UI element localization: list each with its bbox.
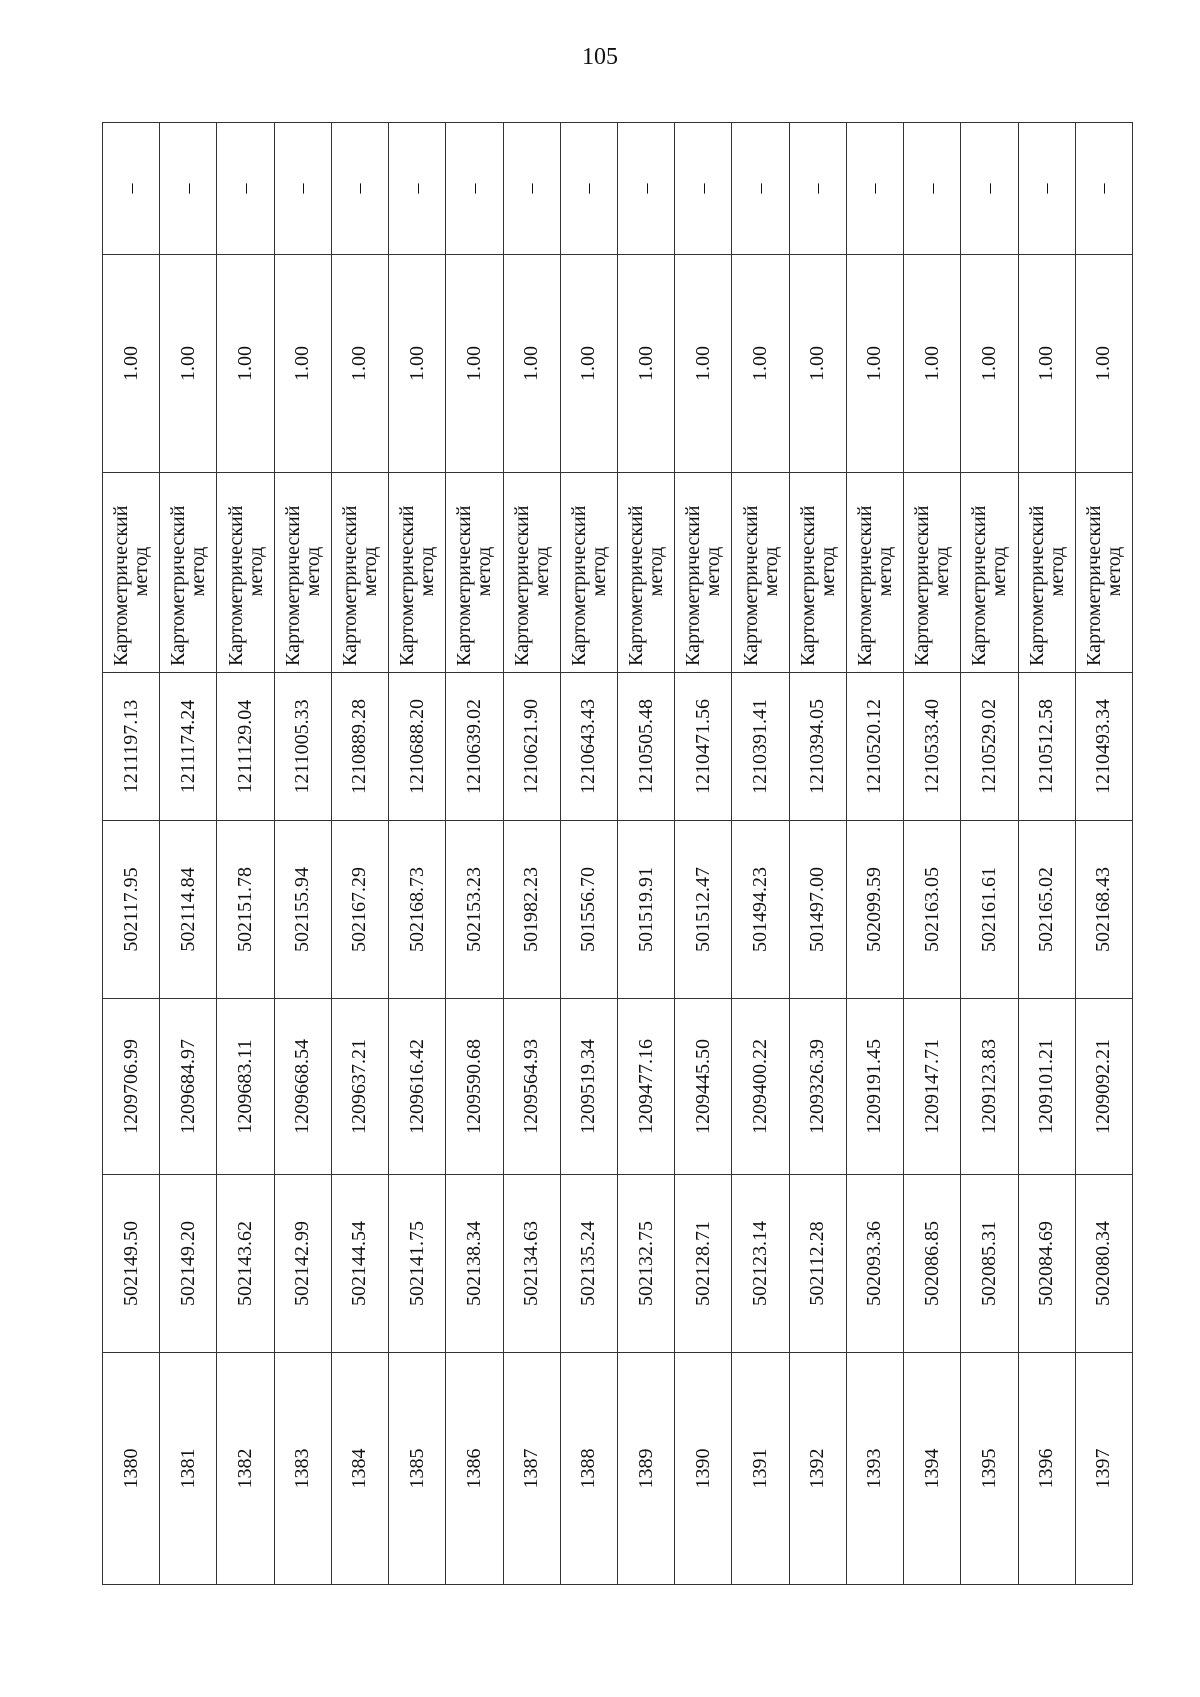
y-coordinate-cell: 1209590.68 [446,999,503,1175]
x-coordinate-cell: 502112.28 [789,1175,846,1353]
method-label-line2: метод [244,546,267,597]
x-coordinate-cell: 502086.85 [904,1175,961,1353]
method-label-line1: Картометрический [682,505,705,666]
method-label-line1: Картометрический [968,505,991,666]
note-cell: – [103,123,160,255]
y-coordinate-cell: 1209445.50 [675,999,732,1175]
method-label-line2: метод [530,546,553,597]
method-label-line1: Картометрический [796,505,819,666]
method-cell [217,473,274,673]
method-label-line2: метод [759,546,782,597]
y-coordinate-2-cell: 1210621.90 [503,673,560,821]
x-coordinate-cell: 502144.54 [331,1175,388,1353]
y-coordinate-cell: 1209683.11 [217,999,274,1175]
x-coordinate-2-cell: 502165.02 [1018,821,1075,999]
x-coordinate-cell: 502141.75 [389,1175,446,1353]
method-cell [961,473,1018,673]
table-row [1075,123,1132,1585]
note-cell: – [904,123,961,255]
point-number-cell: 1381 [160,1353,217,1585]
x-coordinate-cell: 502149.50 [103,1175,160,1353]
table-row [274,123,331,1585]
x-coordinate-2-cell: 502163.05 [904,821,961,999]
y-coordinate-cell: 1209519.34 [560,999,617,1175]
y-coordinate-2-cell: 1210471.56 [675,673,732,821]
method-label-line2: метод [130,546,153,597]
method-cell [103,473,160,673]
method-cell [732,473,789,673]
accuracy-cell: 1.00 [446,255,503,473]
table-row [904,123,961,1585]
method-label-line2: метод [358,546,381,597]
accuracy-cell: 1.00 [789,255,846,473]
x-coordinate-cell: 502080.34 [1075,1175,1132,1353]
method-cell [1018,473,1075,673]
accuracy-cell: 1.00 [846,255,903,473]
method-label-line1: Картометрический [739,505,762,666]
y-coordinate-cell: 1209092.21 [1075,999,1132,1175]
method-label-line2: метод [473,546,496,597]
table-row [617,123,674,1585]
accuracy-cell: 1.00 [904,255,961,473]
coordinates-table [102,122,1133,1585]
y-coordinate-2-cell: 1210688.20 [389,673,446,821]
method-cell [503,473,560,673]
x-coordinate-cell: 502123.14 [732,1175,789,1353]
point-number-cell: 1397 [1075,1353,1132,1585]
x-coordinate-2-cell: 501497.00 [789,821,846,999]
y-coordinate-cell: 1209668.54 [274,999,331,1175]
accuracy-cell: 1.00 [331,255,388,473]
method-label-line2: метод [187,546,210,597]
x-coordinate-2-cell: 501494.23 [732,821,789,999]
note-cell: – [675,123,732,255]
accuracy-cell: 1.00 [160,255,217,473]
table-row [217,123,274,1585]
method-cell [274,473,331,673]
note-cell: – [389,123,446,255]
y-coordinate-2-cell: 1210394.05 [789,673,846,821]
x-coordinate-2-cell: 502168.43 [1075,821,1132,999]
note-cell: – [560,123,617,255]
y-coordinate-2-cell: 1210520.12 [846,673,903,821]
x-coordinate-2-cell: 502168.73 [389,821,446,999]
y-coordinate-cell: 1209477.16 [617,999,674,1175]
accuracy-cell: 1.00 [103,255,160,473]
table-row [675,123,732,1585]
method-cell [846,473,903,673]
x-coordinate-cell: 502135.24 [560,1175,617,1353]
table-row [160,123,217,1585]
y-coordinate-cell: 1209616.42 [389,999,446,1175]
note-cell: – [846,123,903,255]
accuracy-cell: 1.00 [560,255,617,473]
y-coordinate-2-cell: 1210493.34 [1075,673,1132,821]
accuracy-cell: 1.00 [503,255,560,473]
point-number-cell: 1396 [1018,1353,1075,1585]
y-coordinate-cell: 1209326.39 [789,999,846,1175]
note-cell: – [789,123,846,255]
point-number-cell: 1390 [675,1353,732,1585]
y-coordinate-2-cell: 1210889.28 [331,673,388,821]
method-label-line1: Картометрический [911,505,934,666]
accuracy-cell: 1.00 [217,255,274,473]
method-label-line1: Картометрический [396,505,419,666]
method-label-line1: Картометрический [167,505,190,666]
accuracy-cell: 1.00 [1075,255,1132,473]
note-cell: – [1075,123,1132,255]
method-label-line1: Картометрический [625,505,648,666]
method-cell [675,473,732,673]
point-number-cell: 1392 [789,1353,846,1585]
coordinates-table-container [102,123,1132,1585]
table-row [560,123,617,1585]
method-label-line2: метод [416,546,439,597]
method-cell [617,473,674,673]
note-cell: – [446,123,503,255]
point-number-cell: 1380 [103,1353,160,1585]
x-coordinate-cell: 502134.63 [503,1175,560,1353]
method-label-line1: Картометрический [110,505,133,666]
point-number-cell: 1391 [732,1353,789,1585]
y-coordinate-cell: 1209400.22 [732,999,789,1175]
x-coordinate-2-cell: 501512.47 [675,821,732,999]
point-number-cell: 1383 [274,1353,331,1585]
x-coordinate-cell: 502142.99 [274,1175,331,1353]
accuracy-cell: 1.00 [274,255,331,473]
y-coordinate-2-cell: 1211174.24 [160,673,217,821]
method-label-line2: метод [988,546,1011,597]
page-number: 105 [582,44,618,70]
note-cell: – [160,123,217,255]
y-coordinate-2-cell: 1210391.41 [732,673,789,821]
y-coordinate-2-cell: 1211129.04 [217,673,274,821]
accuracy-cell: 1.00 [617,255,674,473]
y-coordinate-cell: 1209147.71 [904,999,961,1175]
y-coordinate-cell: 1209706.99 [103,999,160,1175]
x-coordinate-cell: 502084.69 [1018,1175,1075,1353]
method-label-line1: Картометрический [453,505,476,666]
y-coordinate-2-cell: 1211005.33 [274,673,331,821]
point-number-cell: 1386 [446,1353,503,1585]
y-coordinate-2-cell: 1210505.48 [617,673,674,821]
table-row [446,123,503,1585]
y-coordinate-cell: 1209637.21 [331,999,388,1175]
table-row [389,123,446,1585]
accuracy-cell: 1.00 [1018,255,1075,473]
table-row [846,123,903,1585]
point-number-cell: 1394 [904,1353,961,1585]
table-row [331,123,388,1585]
x-coordinate-2-cell: 501556.70 [560,821,617,999]
method-label-line1: Картометрический [853,505,876,666]
point-number-cell: 1382 [217,1353,274,1585]
point-number-cell: 1389 [617,1353,674,1585]
y-coordinate-2-cell: 1210639.02 [446,673,503,821]
x-coordinate-cell: 502143.62 [217,1175,274,1353]
x-coordinate-cell: 502093.36 [846,1175,903,1353]
y-coordinate-2-cell: 1210533.40 [904,673,961,821]
x-coordinate-2-cell: 502151.78 [217,821,274,999]
method-cell [446,473,503,673]
table-row [789,123,846,1585]
point-number-cell: 1385 [389,1353,446,1585]
x-coordinate-2-cell: 502153.23 [446,821,503,999]
method-cell [331,473,388,673]
note-cell: – [274,123,331,255]
accuracy-cell: 1.00 [675,255,732,473]
method-label-line2: метод [587,546,610,597]
table-row [103,123,160,1585]
point-number-cell: 1388 [560,1353,617,1585]
y-coordinate-cell: 1209564.93 [503,999,560,1175]
method-label-line1: Картометрический [281,505,304,666]
method-label-line1: Картометрический [224,505,247,666]
method-label-line1: Картометрический [567,505,590,666]
y-coordinate-2-cell: 1210512.58 [1018,673,1075,821]
x-coordinate-2-cell: 502114.84 [160,821,217,999]
note-cell: – [732,123,789,255]
x-coordinate-cell: 502138.34 [446,1175,503,1353]
note-cell: – [1018,123,1075,255]
note-cell: – [503,123,560,255]
method-label-line2: метод [1045,546,1068,597]
x-coordinate-2-cell: 502117.95 [103,821,160,999]
x-coordinate-2-cell: 502167.29 [331,821,388,999]
method-label-line2: метод [1102,546,1125,597]
method-cell [1075,473,1132,673]
method-label-line1: Картометрический [1025,505,1048,666]
x-coordinate-cell: 502128.71 [675,1175,732,1353]
x-coordinate-2-cell: 501982.23 [503,821,560,999]
y-coordinate-cell: 1209191.45 [846,999,903,1175]
x-coordinate-cell: 502085.31 [961,1175,1018,1353]
accuracy-cell: 1.00 [961,255,1018,473]
x-coordinate-2-cell: 502099.59 [846,821,903,999]
note-cell: – [217,123,274,255]
method-label-line2: метод [931,546,954,597]
x-coordinate-2-cell: 502155.94 [274,821,331,999]
table-row [1018,123,1075,1585]
coordinates-table-body [103,123,1133,1585]
method-cell [560,473,617,673]
method-label-line1: Картометрический [1082,505,1105,666]
y-coordinate-2-cell: 1210643.43 [560,673,617,821]
table-row [961,123,1018,1585]
method-cell [789,473,846,673]
method-label-line2: метод [702,546,725,597]
x-coordinate-2-cell: 502161.61 [961,821,1018,999]
method-cell [389,473,446,673]
table-row [503,123,560,1585]
y-coordinate-cell: 1209684.97 [160,999,217,1175]
method-label-line1: Картометрический [338,505,361,666]
method-cell [160,473,217,673]
accuracy-cell: 1.00 [389,255,446,473]
point-number-cell: 1395 [961,1353,1018,1585]
point-number-cell: 1387 [503,1353,560,1585]
note-cell: – [617,123,674,255]
method-label-line1: Картометрический [510,505,533,666]
x-coordinate-cell: 502149.20 [160,1175,217,1353]
method-label-line2: метод [645,546,668,597]
y-coordinate-cell: 1209101.21 [1018,999,1075,1175]
x-coordinate-cell: 502132.75 [617,1175,674,1353]
method-label-line2: метод [873,546,896,597]
method-label-line2: метод [301,546,324,597]
y-coordinate-2-cell: 1210529.02 [961,673,1018,821]
method-cell [904,473,961,673]
accuracy-cell: 1.00 [732,255,789,473]
point-number-cell: 1393 [846,1353,903,1585]
point-number-cell: 1384 [331,1353,388,1585]
note-cell: – [961,123,1018,255]
method-label-line2: метод [816,546,839,597]
y-coordinate-cell: 1209123.83 [961,999,1018,1175]
x-coordinate-2-cell: 501519.91 [617,821,674,999]
table-row [732,123,789,1585]
note-cell: – [331,123,388,255]
y-coordinate-2-cell: 1211197.13 [103,673,160,821]
